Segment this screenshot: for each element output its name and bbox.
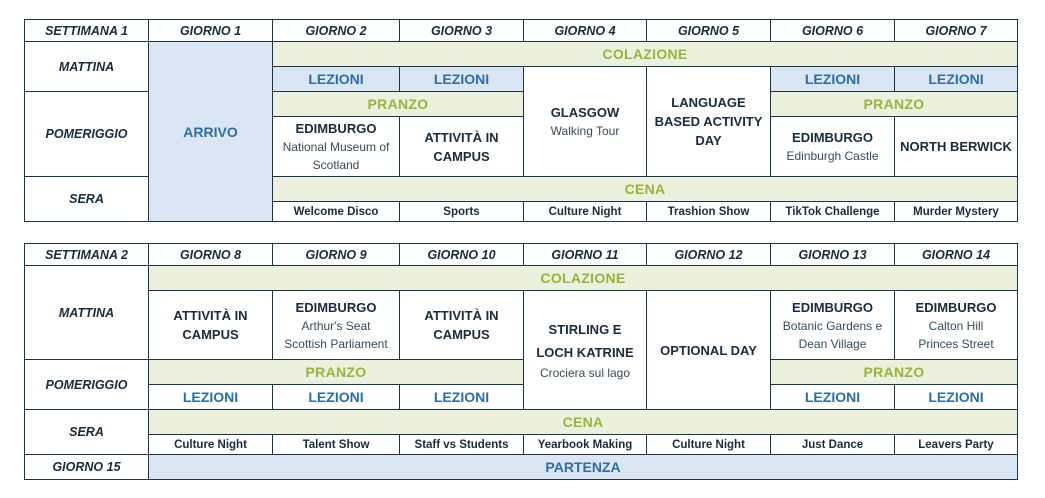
activity-title: EDIMBURGO (915, 299, 997, 315)
activity-title: ATTIVITÀ IN CAMPUS (173, 308, 248, 342)
activity-title: GLASGOW (550, 105, 620, 120)
day12-activity (647, 291, 771, 410)
week1-schedule-table (24, 19, 1018, 222)
day-header: GIORNO 10 (400, 244, 524, 266)
activity-title: ATTIVITÀ IN CAMPUS (424, 308, 499, 342)
row-label-evening: SERA (25, 410, 149, 455)
lessons-cell: LEZIONI (149, 385, 273, 410)
lessons-cell: LEZIONI (771, 67, 895, 92)
day-header: GIORNO 2 (273, 20, 400, 42)
day7-activity (895, 117, 1018, 177)
week2-schedule-table (24, 243, 1018, 480)
week1-header-row (25, 20, 1018, 42)
activity-title: LANGUAGE BASED ACTIVITY DAY (654, 95, 763, 148)
dinner-band: CENA (273, 177, 1018, 202)
day6-activity (771, 117, 895, 177)
evening-event: TikTok Challenge (771, 202, 895, 222)
row-label-afternoon: POMERIGGIO (25, 360, 149, 410)
lunch-band: PRANZO (771, 360, 1018, 385)
activity-title: EDIMBURGO (295, 299, 377, 315)
evening-event: Culture Night (149, 435, 273, 455)
day-header: GIORNO 5 (647, 20, 771, 42)
dinner-band: CENA (149, 410, 1018, 435)
day-header: GIORNO 4 (524, 20, 647, 42)
row-label-morning: MATTINA (25, 266, 149, 360)
week2-header-row (25, 244, 1018, 266)
evening-event: Yearbook Making (524, 435, 647, 455)
activity-subtitle: Walking Tour (550, 124, 620, 138)
activity-title: NORTH BERWICK (900, 139, 1012, 154)
lessons-cell: LEZIONI (400, 67, 524, 92)
lessons-cell: LEZIONI (400, 385, 524, 410)
lessons-cell: LEZIONI (895, 385, 1018, 410)
activity-subtitle: Botanic Gardens e Dean Village (782, 318, 883, 351)
evening-event: Murder Mystery (895, 202, 1018, 222)
evening-event: Leavers Party (895, 435, 1018, 455)
lessons-cell: LEZIONI (273, 385, 400, 410)
day-header: GIORNO 13 (771, 244, 895, 266)
day-header: GIORNO 7 (895, 20, 1018, 42)
activity-subtitle: Calton Hill (928, 318, 984, 333)
arrival-cell: ARRIVO (149, 42, 273, 222)
activity-subtitle: Crociera sul lago (539, 366, 631, 380)
lessons-cell: LEZIONI (273, 67, 400, 92)
lunch-band: PRANZO (273, 92, 524, 117)
departure-band: PARTENZA (149, 455, 1018, 480)
activity-title: ATTIVITÀ IN CAMPUS (424, 129, 499, 164)
day13-activity (771, 291, 895, 360)
day8-activity (149, 291, 273, 360)
row-label-morning: MATTINA (25, 42, 149, 92)
evening-event: Just Dance (771, 435, 895, 455)
evening-event: Talent Show (273, 435, 400, 455)
day5-activity (647, 67, 771, 177)
evening-event: Culture Night (524, 202, 647, 222)
row-label-day15: GIORNO 15 (25, 455, 149, 480)
activity-subtitle: Edinburgh Castle (786, 149, 879, 163)
activity-title: OPTIONAL DAY (660, 342, 757, 358)
lunch-band: PRANZO (149, 360, 524, 385)
week-label: SETTIMANA 2 (25, 244, 149, 266)
day2-activity (273, 117, 400, 177)
activity-title: EDIMBURGO (295, 121, 377, 136)
activity-subtitle: Princes Street (918, 336, 994, 351)
lunch-band: PRANZO (771, 92, 1018, 117)
day-header: GIORNO 12 (647, 244, 771, 266)
day9-activity (273, 291, 400, 360)
day14-activity (895, 291, 1018, 360)
day-header: GIORNO 6 (771, 20, 895, 42)
evening-event: Sports (400, 202, 524, 222)
week-label: SETTIMANA 1 (25, 20, 149, 42)
row-label-evening: SERA (25, 177, 149, 222)
day11-activity (524, 291, 647, 410)
activity-subtitle: Arthur's Seat (301, 318, 371, 333)
lessons-cell: LEZIONI (771, 385, 895, 410)
day10-activity (400, 291, 524, 360)
day-header: GIORNO 11 (524, 244, 647, 266)
day3-activity (400, 117, 524, 177)
day-header: GIORNO 1 (149, 20, 273, 42)
evening-event: Culture Night (647, 435, 771, 455)
day-header: GIORNO 3 (400, 20, 524, 42)
activity-title: STIRLING E LOCH KATRINE (536, 322, 634, 360)
activity-subtitle: Scottish Parliament (284, 336, 388, 351)
evening-event: Welcome Disco (273, 202, 400, 222)
breakfast-band: COLAZIONE (149, 266, 1018, 291)
day-header: GIORNO 14 (895, 244, 1018, 266)
activity-subtitle: National Museum of Scotland (282, 140, 390, 172)
day-header: GIORNO 9 (273, 244, 400, 266)
evening-event: Trashion Show (647, 202, 771, 222)
row-label-afternoon: POMERIGGIO (25, 92, 149, 177)
day4-activity (524, 67, 647, 177)
activity-title: EDIMBURGO (792, 130, 873, 145)
evening-event: Staff vs Students (400, 435, 524, 455)
lessons-cell: LEZIONI (895, 67, 1018, 92)
breakfast-band: COLAZIONE (273, 42, 1018, 67)
activity-title: EDIMBURGO (792, 299, 873, 315)
day-header: GIORNO 8 (149, 244, 273, 266)
